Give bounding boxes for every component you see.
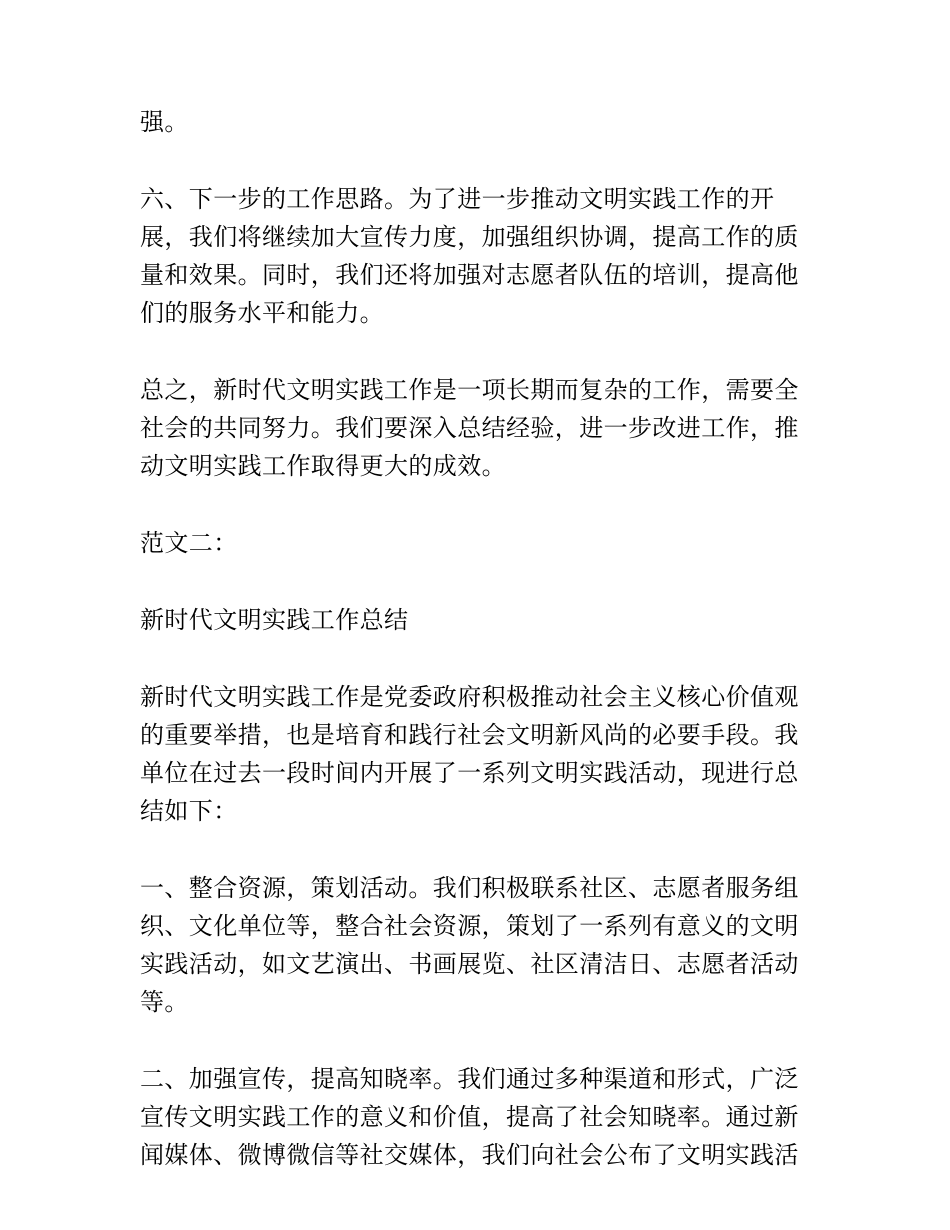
document-title: 新时代文明实践工作总结 bbox=[140, 606, 409, 634]
paragraph-section-two: 二、加强宣传，提高知晓率。我们通过多种渠道和形式，广泛宣传文明实践工作的意义和价值，提高了社会知晓率。通过新闻媒体、微博微信等社交媒体，我们向社会公布了文明实践活 bbox=[140, 1065, 799, 1169]
paragraph-conclusion: 总之，新时代文明实践工作是一项长期而复杂的工作，需要全社会的共同努力。我们要深入总结经验，进一步改进工作，推动文明实践工作取得更大的成效。 bbox=[140, 376, 799, 480]
paragraph-next-steps: 六、下一步的工作思路。为了进一步推动文明实践工作的开展，我们将继续加大宣传力度，加强组织协调，提高工作的质量和效果。同时，我们还将加强对志愿者队伍的培训，提高他们的服务水平和能力。 bbox=[140, 185, 799, 327]
paragraph-section-one: 一、整合资源，策划活动。我们积极联系社区、志愿者服务组织、文化单位等，整合社会资源，策划了一系列有意义的文明实践活动，如文艺演出、书画展览、社区清洁日、志愿者活动等。 bbox=[140, 874, 799, 1016]
sample-heading: 范文二： bbox=[140, 529, 238, 557]
paragraph-continuation: 强。 bbox=[140, 108, 189, 136]
paragraph-intro: 新时代文明实践工作是党委政府积极推动社会主义核心价值观的重要举措，也是培育和践行社会文明新风尚的必要手段。我单位在过去一段时间内开展了一系列文明实践活动，现进行总结如下： bbox=[140, 683, 799, 825]
